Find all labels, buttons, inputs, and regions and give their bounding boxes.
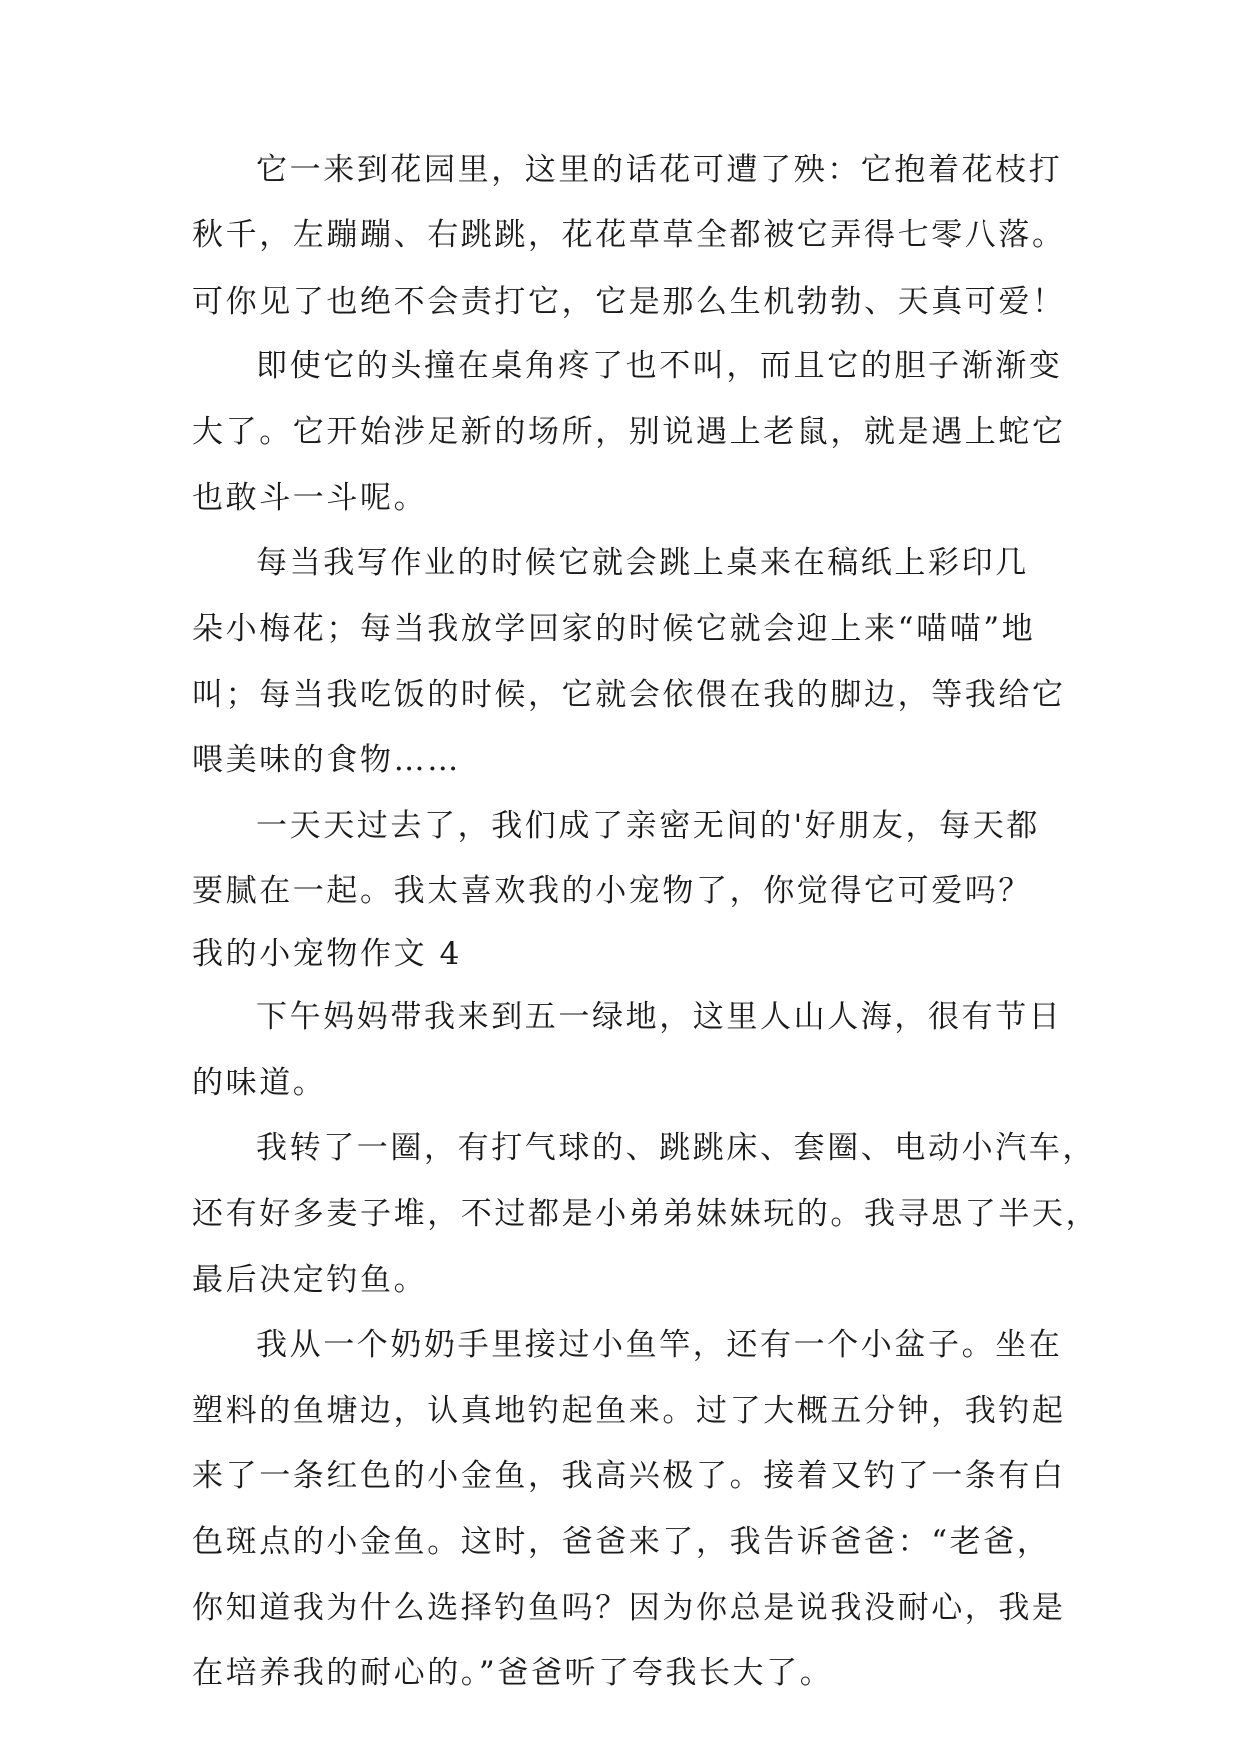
text-line: 我从一个奶奶手里接过小鱼竿，还有一个小盆子。坐在: [256, 1327, 1063, 1363]
text-line: 它一来到花园里，这里的话花可遭了殃：它抱着花枝打: [256, 152, 1063, 188]
text-line: 来了一条红色的小金鱼，我高兴极了。接着又钓了一条有白: [192, 1458, 1066, 1494]
text-line: 还有好多麦子堆，不过都是小弟弟妹妹玩的。我寻思了半天，: [192, 1196, 1100, 1232]
text-line: 的味道。: [192, 1065, 327, 1101]
text-line: 每当我写作业的时候它就会跳上桌来在稿纸上彩印几: [256, 545, 1029, 581]
text-line: 色斑点的小金鱼。这时，爸爸来了，我告诉爸爸：“老爸，: [192, 1524, 1051, 1560]
text-line: 要腻在一起。我太喜欢我的小宠物了，你觉得它可爱吗？: [192, 873, 1032, 909]
text-line: 喂美味的食物……: [192, 742, 461, 778]
text-line: 最后决定钓鱼。: [192, 1262, 428, 1298]
text-line: 即使它的头撞在桌角疼了也不叫，而且它的胆子渐渐变: [256, 348, 1063, 384]
text-line: 塑料的鱼塘边，认真地钓起鱼来。过了大概五分钟，我钓起: [192, 1393, 1066, 1429]
text-line: 也敢斗一斗呢。: [192, 480, 428, 516]
text-line: 一天天过去了，我们成了亲密无间的'好朋友，每天都: [256, 808, 1040, 844]
text-line: 可你见了也绝不会责打它，它是那么生机勃勃、天真可爱！: [192, 284, 1066, 320]
text-line: 叫；每当我吃饭的时候，它就会依偎在我的脚边，等我给它: [192, 677, 1066, 713]
text-line: 在培养我的耐心的。”爸爸听了夸我长大了。: [192, 1655, 834, 1691]
text-line: 秋千，左蹦蹦、右跳跳，花花草草全都被它弄得七零八落。: [192, 217, 1066, 253]
text-line: 你知道我为什么选择钓鱼吗？因为你总是说我没耐心，我是: [192, 1590, 1066, 1626]
section-heading: 我的小宠物作文 4: [192, 936, 462, 972]
text-line: 下午妈妈带我来到五一绿地，这里人山人海，很有节日: [256, 999, 1063, 1035]
text-line: 朵小梅花；每当我放学回家的时候它就会迎上来“喵喵”地: [192, 611, 1036, 647]
text-line: 大了。它开始涉足新的场所，别说遇上老鼠，就是遇上蛇它: [192, 414, 1066, 450]
text-line: 我转了一圈，有打气球的、跳跳床、套圈、电动小汽车，: [256, 1130, 1096, 1166]
